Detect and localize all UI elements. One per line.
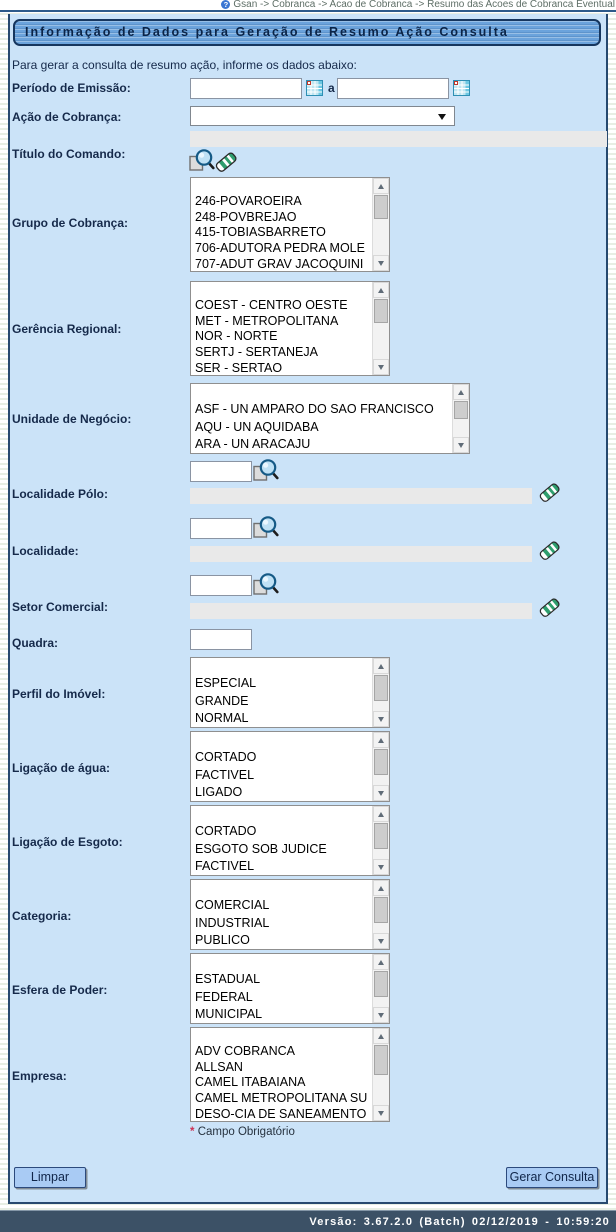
- titulo-comando-value-field: [190, 131, 607, 147]
- localidade-polo-name-field: [190, 488, 532, 504]
- required-note: [190, 1126, 295, 1138]
- breadcrumb-bar: [0, 0, 616, 12]
- list-item[interactable]: MUNICIPAL: [195, 1007, 263, 1022]
- scroll-down-icon[interactable]: [373, 711, 389, 727]
- scrollbar[interactable]: [452, 384, 469, 453]
- setor-comercial-code-input[interactable]: [190, 575, 252, 596]
- scrollbar-thumb[interactable]: [374, 1045, 388, 1075]
- scroll-down-icon[interactable]: [373, 359, 389, 375]
- esfera-poder-listbox[interactable]: [190, 953, 390, 1024]
- required-asterisk: *: [190, 1126, 195, 1138]
- ligacao-agua-listbox[interactable]: [190, 731, 390, 802]
- list-item[interactable]: 246-POVAROEIRA: [195, 193, 302, 208]
- scroll-down-icon[interactable]: [373, 1007, 389, 1023]
- list-item[interactable]: [191, 658, 372, 675]
- list-item[interactable]: FACTIVEL: [195, 859, 255, 874]
- localidade-name-field: [190, 546, 532, 562]
- scroll-down-icon[interactable]: [373, 1105, 389, 1121]
- list-item[interactable]: [191, 384, 452, 401]
- acao-cobranca-label: Ação de Cobrança:: [12, 110, 122, 124]
- scroll-down-icon[interactable]: [373, 859, 389, 875]
- setor-comercial-search-icon[interactable]: [253, 572, 279, 598]
- ligacao-agua-label: Ligação de água:: [12, 761, 111, 775]
- list-item[interactable]: COEST - CENTRO OESTE: [195, 297, 348, 312]
- list-item[interactable]: 248-POVBREJAO: [195, 209, 297, 224]
- list-item[interactable]: [191, 732, 372, 749]
- scrollbar[interactable]: [372, 954, 389, 1023]
- dropdown-arrow-icon[interactable]: [438, 114, 446, 120]
- scrollbar[interactable]: [372, 732, 389, 801]
- scrollbar[interactable]: [372, 178, 389, 271]
- localidade-polo-search-icon[interactable]: [253, 458, 279, 484]
- periodo-fim-input[interactable]: [337, 78, 449, 99]
- scroll-up-icon[interactable]: [373, 954, 389, 970]
- list-item[interactable]: ADV COBRANCA: [195, 1043, 296, 1058]
- localidade-erase-icon[interactable]: [538, 539, 561, 562]
- scroll-up-icon[interactable]: [373, 880, 389, 896]
- scroll-up-icon[interactable]: [373, 178, 389, 194]
- list-item[interactable]: CAMEL ITABAIANA: [195, 1075, 306, 1090]
- list-item[interactable]: FEDERAL: [195, 989, 253, 1004]
- scroll-up-icon[interactable]: [373, 658, 389, 674]
- scrollbar-thumb[interactable]: [374, 823, 388, 849]
- list-item[interactable]: MET - METROPOLITANA: [195, 313, 339, 328]
- calendar-end-icon[interactable]: [453, 80, 470, 96]
- list-item[interactable]: CAMEL METROPOLITANA SU: [195, 1091, 368, 1106]
- acao-cobranca-select[interactable]: [190, 106, 455, 126]
- list-item[interactable]: ESGOTO SOB JUDICE: [195, 841, 327, 856]
- ligacao-esgoto-label: Ligação de Esgoto:: [12, 835, 123, 849]
- grupo-cobranca-label: Grupo de Cobrança:: [12, 216, 129, 230]
- footer-bar: [0, 1210, 616, 1232]
- page-title: Informação de Dados para Geração de Resumo Ação Consulta: [13, 19, 601, 46]
- list-item[interactable]: [191, 1028, 372, 1044]
- perfil-imovel-label: Perfil do Imóvel:: [12, 687, 106, 701]
- categoria-listbox[interactable]: [190, 879, 390, 950]
- list-item[interactable]: ASF - UN AMPARO DO SAO FRANCISCO: [195, 402, 434, 417]
- localidade-label: Localidade:: [12, 544, 79, 558]
- list-item[interactable]: SER - SERTAO: [195, 360, 283, 375]
- scroll-up-icon[interactable]: [373, 1028, 389, 1044]
- scrollbar-thumb[interactable]: [374, 971, 388, 997]
- scrollbar-thumb[interactable]: [374, 749, 388, 775]
- quadra-input[interactable]: [190, 629, 252, 650]
- ligacao-esgoto-listbox[interactable]: [190, 805, 390, 876]
- limpar-button[interactable]: Limpar: [14, 1167, 86, 1188]
- setor-comercial-name-field: [190, 603, 532, 619]
- list-item[interactable]: 706-ADUTORA PEDRA MOLE: [195, 241, 365, 256]
- grupo-cobranca-listbox[interactable]: [190, 177, 390, 272]
- periodo-inicio-input[interactable]: [190, 78, 302, 99]
- scroll-up-icon[interactable]: [453, 384, 469, 400]
- scroll-down-icon[interactable]: [453, 437, 469, 453]
- list-item[interactable]: ESPECIAL: [195, 676, 257, 691]
- scrollbar-thumb[interactable]: [374, 195, 388, 219]
- scrollbar[interactable]: [372, 658, 389, 727]
- list-item[interactable]: [191, 954, 372, 971]
- scroll-down-icon[interactable]: [373, 255, 389, 271]
- list-item[interactable]: COMERCIAL: [195, 898, 270, 913]
- scrollbar[interactable]: [372, 282, 389, 375]
- titulo-comando-label: Título do Comando:: [12, 147, 126, 161]
- list-item[interactable]: NORMAL: [195, 711, 249, 726]
- list-item[interactable]: DESO-CIA DE SANEAMENTO: [195, 1106, 367, 1121]
- empresa-listbox[interactable]: [190, 1027, 390, 1122]
- list-item[interactable]: 415-TOBIASBARRETO: [195, 225, 326, 240]
- scroll-up-icon[interactable]: [373, 732, 389, 748]
- titulo-comando-erase-icon[interactable]: [214, 150, 238, 174]
- required-note-text: Campo Obrigatório: [197, 1126, 295, 1138]
- setor-comercial-erase-icon[interactable]: [538, 596, 561, 619]
- scrollbar-thumb[interactable]: [454, 401, 468, 419]
- gerencia-regional-listbox[interactable]: [190, 281, 390, 376]
- localidade-polo-code-input[interactable]: [190, 461, 252, 482]
- list-item[interactable]: CORTADO: [195, 824, 257, 839]
- gerar-consulta-button[interactable]: Gerar Consulta: [506, 1167, 598, 1188]
- gerencia-regional-label: Gerência Regional:: [12, 322, 122, 336]
- perfil-imovel-listbox[interactable]: [190, 657, 390, 728]
- empresa-label: Empresa:: [12, 1069, 67, 1083]
- list-item[interactable]: SERTJ - SERTANEJA: [195, 345, 318, 360]
- scroll-up-icon[interactable]: [373, 806, 389, 822]
- scroll-down-icon[interactable]: [373, 785, 389, 801]
- intro-text: Para gerar a consulta de resumo ação, informe os dados abaixo:: [12, 58, 357, 72]
- setor-comercial-label: Setor Comercial:: [12, 600, 109, 614]
- localidade-search-icon[interactable]: [253, 515, 279, 541]
- list-item[interactable]: [191, 282, 372, 298]
- list-item[interactable]: [191, 880, 372, 897]
- list-item[interactable]: ESTADUAL: [195, 972, 261, 987]
- list-item[interactable]: [191, 806, 372, 823]
- list-item[interactable]: PUBLICO: [195, 933, 250, 948]
- list-item[interactable]: ALLSAN: [195, 1059, 243, 1074]
- scrollbar[interactable]: [372, 1028, 389, 1121]
- scroll-down-icon[interactable]: [373, 933, 389, 949]
- periodo-emissao-label: Período de Emissão:: [12, 81, 131, 95]
- unidade-negocio-listbox[interactable]: [190, 383, 470, 454]
- unidade-negocio-label: Unidade de Negócio:: [12, 412, 132, 426]
- quadra-label: Quadra:: [12, 636, 59, 650]
- list-item[interactable]: ARA - UN ARACAJU: [195, 437, 311, 452]
- scrollbar[interactable]: [372, 806, 389, 875]
- calendar-start-icon[interactable]: [306, 80, 323, 96]
- list-item[interactable]: CORTADO: [195, 750, 257, 765]
- localidade-polo-label: Localidade Pólo:: [12, 487, 109, 501]
- list-item[interactable]: NOR - NORTE: [195, 329, 278, 344]
- list-item[interactable]: GRANDE: [195, 693, 249, 708]
- list-item[interactable]: FACTIVEL: [195, 767, 255, 782]
- list-item[interactable]: INDUSTRIAL: [195, 915, 270, 930]
- list-item[interactable]: 707-ADUT GRAV JACOQUINI: [195, 256, 364, 271]
- esfera-poder-label: Esfera de Poder:: [12, 983, 108, 997]
- scrollbar-thumb[interactable]: [374, 897, 388, 923]
- localidade-code-input[interactable]: [190, 518, 252, 539]
- localidade-polo-erase-icon[interactable]: [538, 481, 561, 504]
- titulo-comando-search-icon[interactable]: [189, 148, 215, 174]
- version-text: Versão: 3.67.2.0 (Batch) 02/12/2019 - 10:59:20: [309, 1215, 610, 1228]
- list-item[interactable]: AQU - UN AQUIDABA: [195, 419, 319, 434]
- categoria-label: Categoria:: [12, 909, 72, 923]
- list-item[interactable]: LIGADO: [195, 785, 243, 800]
- scroll-up-icon[interactable]: [373, 282, 389, 298]
- scrollbar[interactable]: [372, 880, 389, 949]
- help-icon[interactable]: ?: [221, 0, 230, 9]
- periodo-separator: a: [328, 81, 335, 95]
- list-item[interactable]: [191, 178, 372, 194]
- scrollbar-thumb[interactable]: [374, 299, 388, 323]
- scrollbar-thumb[interactable]: [374, 675, 388, 701]
- breadcrumb[interactable]: Gsan -> Cobranca -> Acao de Cobranca -> Resumo das Acoes de Cobranca Eventual: [233, 0, 615, 10]
